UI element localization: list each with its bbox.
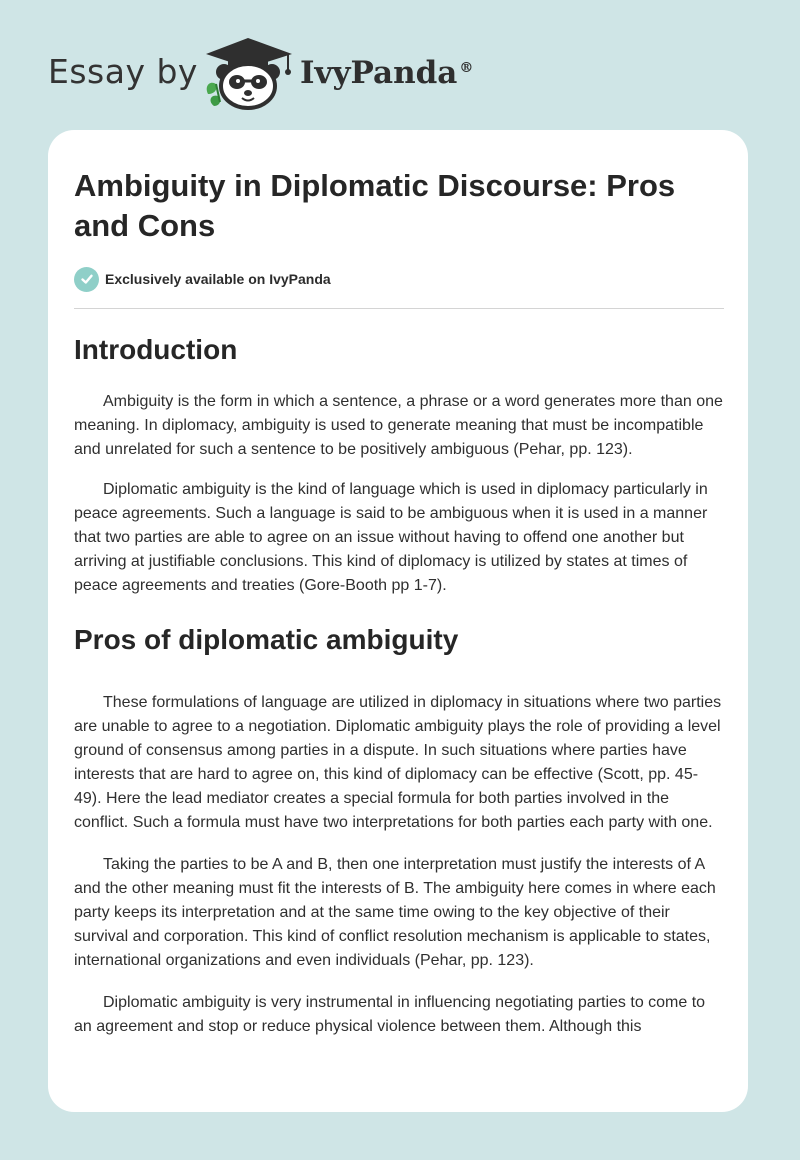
article-content	[74, 130, 724, 1039]
divider	[74, 308, 724, 309]
check-circle-icon	[74, 267, 99, 292]
section-heading-introduction: Introduction	[74, 334, 238, 365]
paragraph: Diplomatic ambiguity is very instrumental in influencing negotiating parties to come to an agreement and stop or reduce physical violence between them. Although this	[74, 994, 706, 1035]
exclusive-badge	[74, 266, 724, 292]
essay-by-label: Essay by	[48, 52, 198, 91]
paragraph: Taking the parties to be A and B, then one interpretation must justify the interests of A and the other meaning must fit the interests of B. The ambiguity here comes in where each party keeps its interpretation and at the same time owing to the key objective of their survival and corporation. This kind of conflict resolution mechanism is applicable to states, international organizations and even individuals (Pehar, pp. 123).	[74, 856, 716, 969]
paragraph: Diplomatic ambiguity is the kind of language which is used in diplomacy particularly in peace agreements. Such a language is said to be ambiguous when it is used in a manner that two parties are able to agree on an issue without having to offend one another but arriving at justifiable conclusions. This kind of diplomacy is utilized by states at times of peace agreements and treaties (Gore-Booth pp 1-7).	[74, 481, 708, 594]
article-title: Ambiguity in Diplomatic Discourse: Pros and Cons	[74, 168, 676, 243]
article-card	[48, 130, 748, 1112]
registered-mark: ®	[459, 59, 474, 76]
ivypanda-panda-logo-icon[interactable]	[200, 36, 296, 112]
site-header	[48, 34, 508, 114]
paragraph: Ambiguity is the form in which a sentence, a phrase or a word generates more than one meaning. In diplomacy, ambiguity is used to generate meaning that must be incompatible and unrelated for such a sentence to be positively ambiguous (Pehar, pp. 123).	[74, 393, 723, 458]
section-heading-pros: Pros of diplomatic ambiguity	[74, 624, 459, 655]
brand-name: IvyPanda	[300, 55, 458, 91]
paragraph: These formulations of language are utilized in diplomacy in situations where two parties are unable to agree to a negotiation. Diplomatic ambiguity plays the role of providing a level ground of consensus among parties in a dispute. In such situations where parties have interests that are hard to agree on, this kind of diplomacy can be effective (Scott, pp. 45-49). Here the lead mediator creates a special formula for both parties involved in the conflict. Such a formula must have two interpretations for both parties each party with one.	[74, 694, 722, 831]
ivypanda-brand[interactable]	[300, 55, 473, 91]
exclusive-label: Exclusively available on IvyPanda	[105, 271, 331, 287]
